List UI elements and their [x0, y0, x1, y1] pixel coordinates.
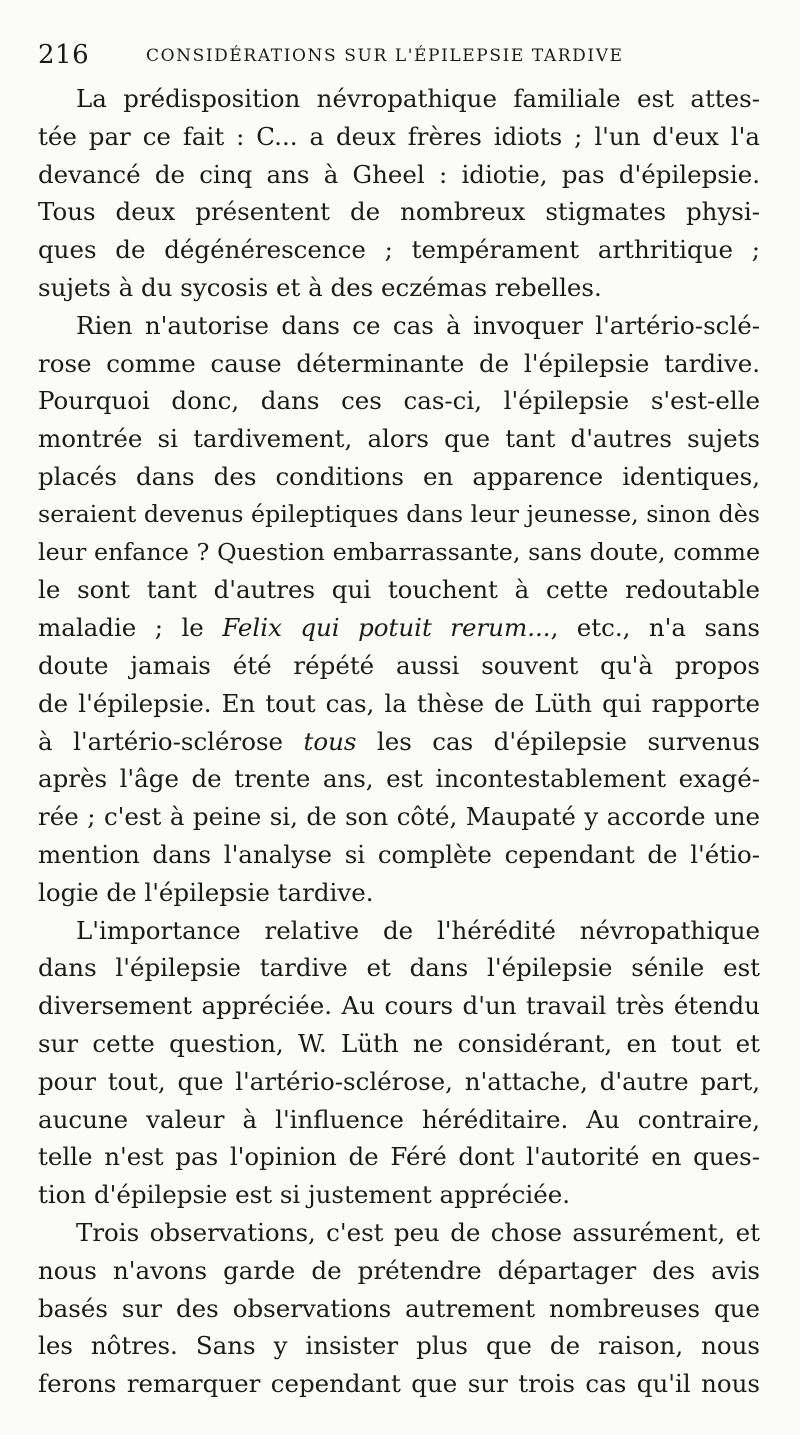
text-line: leur enfance ? Question embarrassante, sans doute, comme [38, 537, 760, 566]
paragraph [38, 1214, 760, 1403]
text-line: sur cette question, W. Lüth ne considérant, en tout et [38, 1028, 760, 1058]
text-line: devancé de cinq ans à Gheel : idiotie, pas d'épilepsie. [38, 159, 760, 189]
text-line: montrée si tardivement, alors que tant d'autres sujets [38, 424, 760, 454]
text-run: les cas d'épilepsie survenus [356, 726, 760, 756]
text-line: ques de dégénérescence ; tempérament arthritique ; [38, 235, 760, 265]
italic-word: tous [303, 726, 357, 756]
text-line: pour tout, que l'artério-sclérose, n'attache, d'autre part, [38, 1066, 760, 1096]
text-line: Rien n'autorise dans ce cas à invoquer l'artério-sclé- [76, 310, 760, 340]
italic-quote: Felix qui potuit rerum... [222, 613, 551, 643]
text-line: telle n'est pas l'opinion de Féré dont l'autorité en ques- [38, 1142, 760, 1172]
paragraph [38, 912, 760, 1214]
text-line: ferons remarquer cependant que sur trois cas qu'il nous [38, 1369, 760, 1399]
text-run: maladie ; le [38, 613, 223, 643]
text-line: tée par ce fait : C... a deux frères idiots ; l'un d'eux l'a [38, 121, 760, 151]
text-line: aucune valeur à l'influence héréditaire. Au contraire, [38, 1104, 760, 1134]
text-line: doute jamais été répété aussi souvent qu'à propos [38, 650, 760, 680]
paragraph [38, 307, 760, 912]
text-line: nous n'avons garde de prétendre départager des avis [38, 1255, 760, 1285]
text-line: basés sur des observations autrement nombreuses que [38, 1293, 760, 1323]
text-line: rée ; c'est à peine si, de son côté, Maupaté y accorde une [38, 802, 760, 832]
text-line-with-italic [38, 609, 760, 647]
text-line: les nôtres. Sans y insister plus que de raison, nous [38, 1331, 760, 1361]
page-number: 216 [38, 40, 90, 70]
text-line: tion d'épilepsie est si justement appréciée. [38, 1180, 571, 1210]
text-run: à l'artério-sclérose [38, 726, 304, 756]
text-line: placés dans des conditions en apparence identiques, [38, 461, 760, 491]
text-line: dans l'épilepsie tardive et dans l'épilepsie sénile est [38, 953, 760, 983]
page-header [38, 40, 758, 70]
text-line: logie de l'épilepsie tardive. [38, 877, 374, 907]
text-line: de l'épilepsie. En tout cas, la thèse de Lüth qui rapporte [38, 688, 760, 718]
text-line: Trois observations, c'est peu de chose assurément, et [76, 1217, 760, 1247]
body-text [38, 80, 760, 1403]
text-line: après l'âge de trente ans, est incontestablement exagé- [38, 764, 760, 794]
text-line: La prédisposition névropathique familiale est attes- [76, 84, 760, 113]
paragraph [38, 80, 760, 307]
text-line: seraient devenus épileptiques dans leur jeunesse, sinon dès [38, 499, 760, 528]
text-line: L'importance relative de l'hérédité névropathique [76, 915, 760, 945]
text-line: Tous deux présentent de nombreux stigmates physi- [38, 197, 760, 227]
text-line: rose comme cause déterminante de l'épilepsie tardive. [38, 348, 760, 378]
text-line: sujets à du sycosis et à des eczémas rebelles. [38, 272, 602, 302]
text-line-with-italic [38, 723, 760, 761]
running-head: CONSIDÉRATIONS SUR L'ÉPILEPSIE TARDIVE [146, 46, 624, 66]
text-line: le sont tant d'autres qui touchent à cette redoutable [38, 575, 760, 605]
text-line: mention dans l'analyse si complète cependant de l'étio- [38, 839, 760, 869]
text-line: diversement appréciée. Au cours d'un travail très étendu [38, 991, 760, 1021]
text-run: , etc., n'a sans [550, 613, 760, 643]
text-line: Pourquoi donc, dans ces cas-ci, l'épilepsie s'est-elle [38, 386, 760, 416]
